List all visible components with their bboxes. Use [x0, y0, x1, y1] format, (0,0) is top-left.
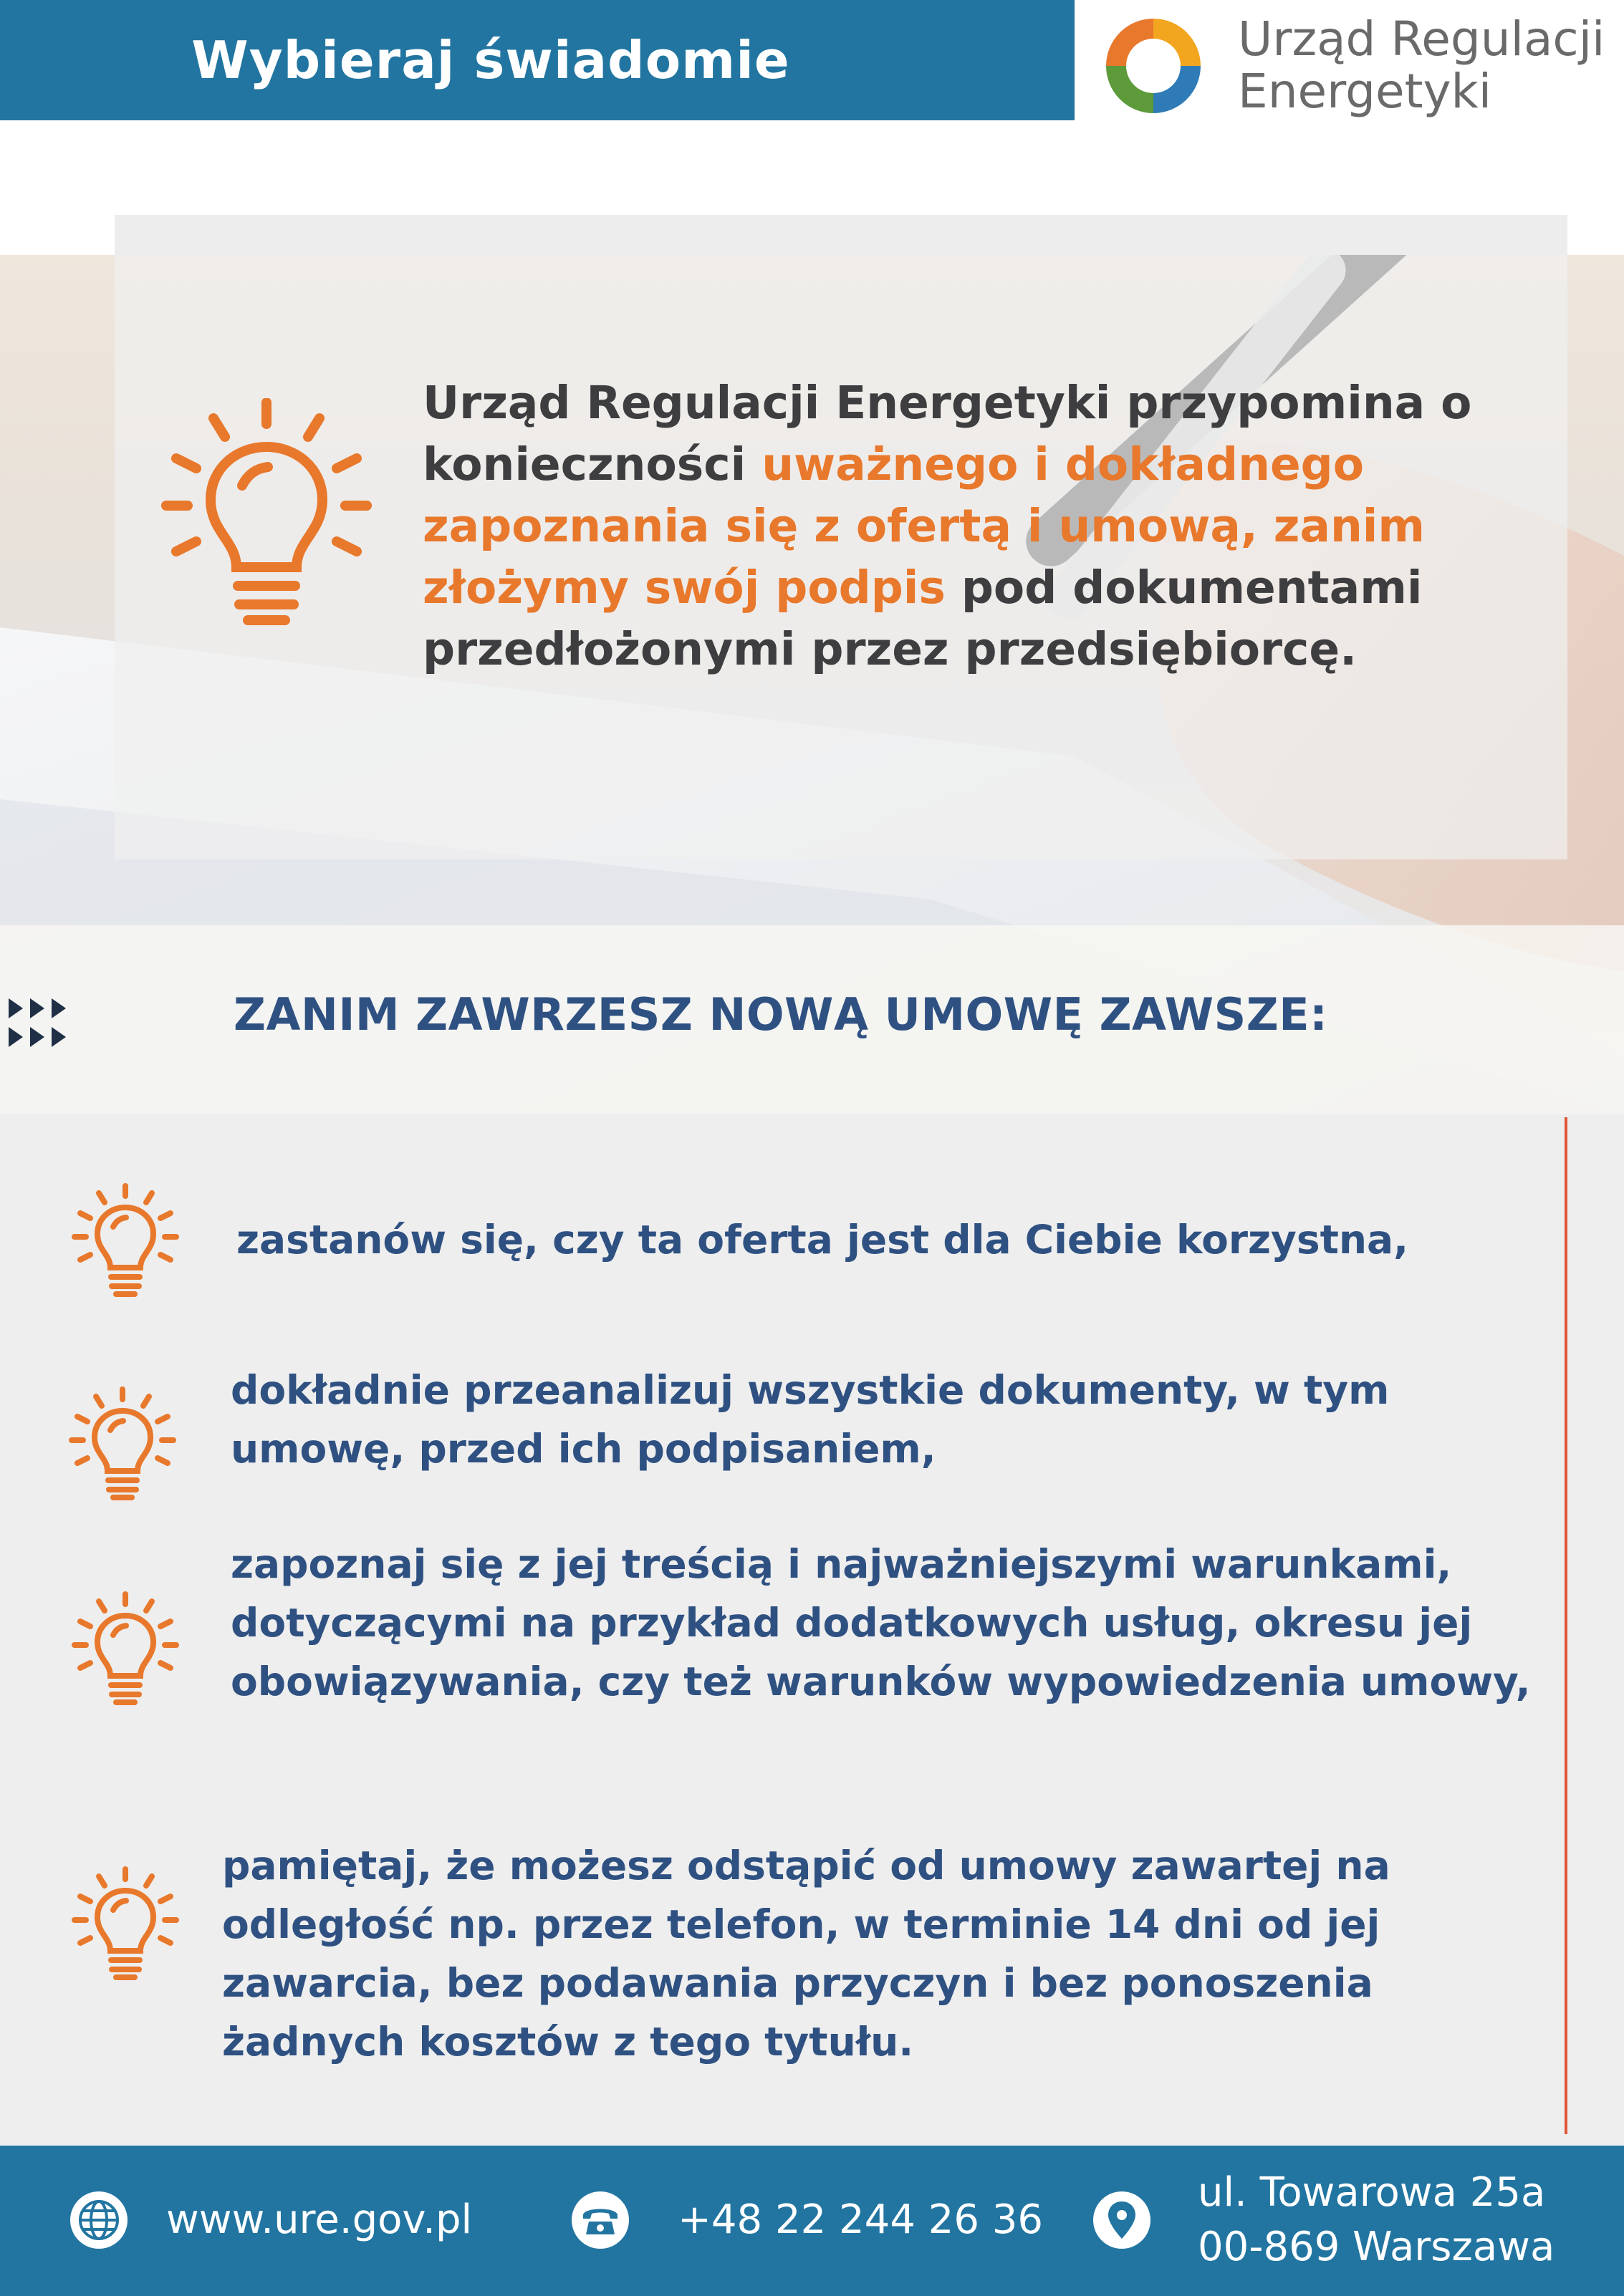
- lightbulb-icon: [159, 398, 374, 627]
- header-title: Wybieraj świadomie: [191, 30, 790, 90]
- checklist-item: zapoznaj się z jej treścią i najważniejszymi warunkami, dotyczącymi na przykład dodatkowych usług, okresu jej obowiązywania, czy też warunków wypowiedzenia umowy,: [231, 1541, 1531, 1704]
- hero-text-part3: pod dokumentami przedłożonymi przez przedsiębiorcę.: [423, 561, 1423, 675]
- hero-message: [423, 372, 1540, 680]
- header-bar: [0, 0, 1075, 120]
- lightbulb-icon: [72, 1183, 179, 1298]
- logo-text: [1238, 11, 1605, 119]
- logo-line1: Urząd Regulacji: [1238, 11, 1605, 67]
- ure-logo: [1096, 9, 1619, 123]
- hero-text-highlight: uważnego i dokładnego zapoznania się z ofertą i umową, zanim złożymy swój podpis: [423, 438, 1426, 614]
- section-heading: ZANIM ZAWRZESZ NOWĄ UMOWĘ ZAWSZE:: [234, 988, 1328, 1041]
- checklist-item: pamiętaj, że możesz odstąpić od umowy zawartej na odległość np. przez telefon, w terminie 14 dni od jej zawarcia, bez podawania przyczyn i bez ponoszenia żadnych kosztów z tego tytułu.: [222, 1843, 1390, 2065]
- footer-phone[interactable]: +48 22 244 26 36: [678, 2196, 1044, 2243]
- footer-address-line1: ul. Towarowa 25a: [1198, 2169, 1546, 2216]
- lightbulb-icon: [72, 1591, 179, 1706]
- globe-icon: [69, 2190, 129, 2250]
- ure-logo-mark-icon: [1096, 9, 1211, 123]
- lightbulb-icon: [72, 1866, 179, 1981]
- telephone-icon: [570, 2190, 630, 2250]
- chevron-arrows-icon: [9, 997, 73, 1048]
- accent-rule: [1565, 1117, 1567, 2134]
- hero-text-part1: Urząd Regulacji Energetyki przypomina o konieczności: [423, 377, 1472, 491]
- lightbulb-icon: [69, 1386, 176, 1501]
- checklist-item: dokładnie przeanalizuj wszystkie dokumenty, w tym umowę, przed ich podpisaniem,: [231, 1367, 1390, 1472]
- logo-line2: Energetyki: [1238, 64, 1492, 119]
- checklist-item: zastanów się, czy ta oferta jest dla Ciebie korzystna,: [236, 1217, 1409, 1263]
- footer-website-link[interactable]: www.ure.gov.pl: [166, 2196, 473, 2243]
- footer-address-line2: 00-869 Warszawa: [1198, 2224, 1555, 2270]
- location-pin-icon: [1092, 2190, 1152, 2250]
- hero-card-cap: [115, 215, 1567, 255]
